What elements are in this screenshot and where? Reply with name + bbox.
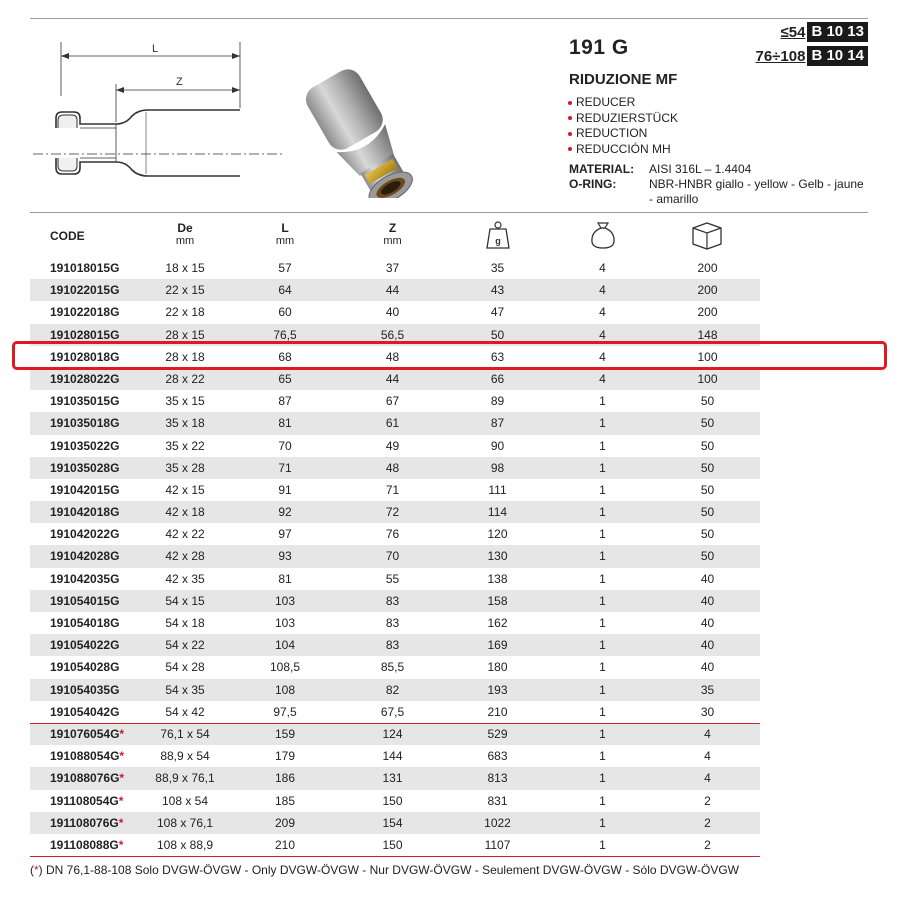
cell-z: 83 [385,616,400,630]
cell-w: 1022 [484,815,511,830]
cell-z: 76 [385,527,400,542]
dvgw-star: * [118,793,124,808]
catalog-badge: B 10 13 [807,22,868,42]
technical-drawing [28,36,288,196]
cell-w: 111 [488,482,507,497]
cell-code: 191035018G [50,416,120,431]
table-row [30,723,760,745]
cell-l: 68 [278,349,292,364]
cell-w: 90 [490,438,505,453]
cell-code: 191028022G [50,371,120,386]
cell-w: 1107 [484,837,511,852]
table-row [30,634,760,656]
table-bottom-rule [30,856,760,857]
catalog-code-row: ≤54 B 10 13 [756,22,869,42]
cell-p1: 1 [599,505,606,520]
cell-z: 82 [385,682,400,697]
cell-p2: 4 [704,726,711,741]
cell-code: 191035015G [50,394,120,409]
header-code: CODE [50,229,85,243]
table-row [30,301,760,323]
cell-w: 169 [487,638,508,653]
cell-p2: 100 [697,371,718,386]
table-row [30,479,760,501]
cell-p2: 50 [700,549,715,564]
cell-l: 71 [278,460,292,475]
cell-w: 98 [490,460,505,475]
table-row [30,656,760,678]
cell-z: 48 [385,349,400,364]
cell-w: 162 [487,616,508,630]
table-header [30,218,760,258]
cell-code: 191028018G [50,349,120,364]
cell-l: 185 [274,793,296,808]
oring-label: O-RING: [569,177,617,191]
cell-l: 103 [274,593,296,608]
cell-z: 72 [385,505,400,520]
cell-l: 57 [278,261,292,275]
cell-de: 54 x 15 [165,593,205,608]
cell-p1: 1 [599,527,606,542]
table-row [30,812,760,834]
cell-p2: 4 [704,749,711,764]
dimension-l-label: L [152,43,159,55]
cell-code: 191035028G [50,460,120,475]
cell-l: 93 [278,549,292,564]
cell-l: 104 [274,638,296,653]
catalog-codes [756,22,869,70]
cell-de: 88,9 x 76,1 [155,771,215,786]
cell-w: 43 [490,283,505,298]
cell-p1: 4 [599,305,606,320]
cell-p2: 100 [697,349,718,364]
cell-z: 144 [382,749,403,764]
cell-p1: 1 [599,394,606,409]
product-photo [286,48,476,198]
cell-p1: 1 [599,460,606,475]
cell-l: 91 [278,482,292,497]
cell-l: 92 [278,505,292,520]
cell-code: 191108088G* [50,837,124,852]
bullet-icon [568,116,572,120]
cell-code: 191054028G [50,660,120,675]
cell-code: 191076054G* [50,726,125,741]
cell-de: 35 x 15 [165,394,205,409]
cell-p2: 40 [700,593,715,608]
cell-l: 76,5 [273,327,297,342]
cell-de: 54 x 22 [165,638,205,653]
product-code: 191 G [569,36,629,59]
cell-p1: 1 [599,815,606,830]
cell-p2: 50 [700,394,715,409]
cell-w: 813 [487,771,508,786]
cell-l: 209 [274,815,296,830]
cell-l: 81 [278,416,292,431]
cell-code: 191042015G [50,482,120,497]
cell-code: 191054015G [50,593,120,608]
cell-p1: 1 [599,638,606,653]
header-de: De mm [175,221,195,247]
oring-value: NBR-HNBR giallo - yellow - Gelb - jaune - amarillo [649,177,864,206]
table-row [30,590,760,612]
table-row [30,279,760,301]
cell-p1: 4 [599,371,606,386]
cell-l: 159 [274,726,296,741]
table-row [30,568,760,590]
cell-p2: 2 [704,815,711,830]
cell-de: 108 x 76,1 [156,815,214,830]
cell-de: 42 x 18 [165,505,205,520]
cell-w: 130 [487,549,508,564]
dvgw-star: * [118,815,124,830]
cell-z: 49 [385,438,400,453]
cell-de: 42 x 15 [165,482,205,497]
dvgw-star: * [119,771,125,786]
cell-w: 114 [487,505,508,520]
cell-p1: 1 [599,482,606,497]
cell-code: 191108054G* [50,793,124,808]
dvgw-star: * [119,726,125,741]
cell-de: 54 x 28 [165,660,205,675]
cell-de: 22 x 18 [165,305,205,320]
cell-code: 191054042G [50,704,120,719]
table-row [30,457,760,479]
cell-de: 35 x 28 [165,460,205,475]
cell-code: 191035022G [50,438,120,453]
cell-de: 76,1 x 54 [160,726,210,741]
bullet-icon [568,132,572,136]
cell-p1: 1 [599,593,606,608]
cell-de: 108 x 88,9 [156,837,214,852]
cell-p2: 50 [700,416,715,431]
cell-w: 831 [487,793,508,808]
cell-l: 103 [274,616,296,630]
translation-item: REDUCTION [566,126,678,142]
section-rule [30,212,868,213]
cell-z: 150 [382,793,403,808]
table-row [30,545,760,567]
weight-g-icon [485,220,511,253]
cell-p2: 2 [704,837,711,852]
cell-p1: 1 [599,837,606,852]
cell-w: 47 [490,305,505,320]
cell-p1: 4 [599,327,606,342]
cell-w: 210 [487,704,508,719]
cell-z: 48 [385,460,400,475]
cell-p1: 1 [599,660,606,675]
cell-w: 180 [487,660,508,675]
cell-p2: 35 [700,682,715,697]
cell-w: 87 [490,416,505,431]
cell-de: 28 x 18 [165,349,205,364]
cell-p2: 40 [700,571,715,586]
cell-w: 35 [490,261,505,275]
cell-l: 87 [278,394,292,409]
cell-p2: 148 [697,327,718,342]
cell-w: 120 [487,527,508,542]
cell-p2: 40 [700,660,715,675]
catalog-badge: B 10 14 [807,46,868,66]
cell-z: 67,5 [380,704,405,719]
material-label: MATERIAL: [569,162,635,176]
table-row [30,745,760,767]
cell-de: 22 x 15 [165,283,205,298]
cell-de: 42 x 35 [165,571,205,586]
cell-z: 124 [382,726,403,741]
cell-w: 138 [487,571,508,586]
cell-z: 44 [385,283,400,298]
cell-p1: 4 [599,261,606,275]
bag-icon [588,220,618,253]
cell-w: 158 [487,593,508,608]
cell-p2: 2 [704,793,711,808]
cell-p2: 50 [700,527,715,542]
translation-item: REDUCCIÓN MH [566,142,678,158]
cell-p1: 4 [599,349,606,364]
table-row [30,257,760,279]
dvgw-star: * [118,837,124,852]
footnote: (*) DN 76,1-88-108 Solo DVGW-ÖVGW - Only DVGW-ÖVGW - Nur DVGW-ÖVGW - Seulement DVGW-ÖVGW - Sólo DVGW-ÖVGW [30,863,739,877]
cell-l: 60 [278,305,292,320]
cell-code: 191018015G [50,261,120,275]
cell-de: 35 x 18 [165,416,205,431]
table-row [30,790,760,812]
bullet-icon [568,147,572,151]
cell-l: 186 [274,771,296,786]
cell-p1: 1 [599,771,606,786]
cell-w: 683 [487,749,508,764]
cell-de: 42 x 28 [165,549,205,564]
cell-de: 54 x 35 [165,682,205,697]
table-row [30,612,760,634]
cell-l: 108,5 [269,660,301,675]
cell-p1: 1 [599,616,606,630]
cell-p2: 50 [700,505,715,520]
cell-z: 83 [385,638,400,653]
cell-de: 28 x 15 [165,327,205,342]
table-row [30,368,760,390]
table-row [30,435,760,457]
translations-list [566,95,678,157]
cell-p1: 1 [599,793,606,808]
cell-l: 210 [274,837,296,852]
cell-z: 131 [382,771,403,786]
cell-p2: 40 [700,616,715,630]
cell-code: 191022018G [50,305,120,320]
cell-code: 191088076G* [50,771,125,786]
cell-z: 154 [382,815,403,830]
cell-code: 191054022G [50,638,120,653]
cell-l: 81 [278,571,292,586]
product-name: RIDUZIONE MF [569,71,678,88]
header-z: Z mm [383,221,402,247]
cell-z: 70 [385,549,400,564]
table-row [30,679,760,701]
dimension-z-label: Z [176,76,183,88]
cell-code: 191088054G* [50,749,125,764]
translation-item: REDUCER [566,95,678,111]
cell-code: 191028015G [50,327,120,342]
cell-p1: 1 [599,704,606,719]
cell-l: 108 [274,682,296,697]
cell-p2: 40 [700,638,715,653]
cell-de: 108 x 54 [161,793,209,808]
table-row [30,834,760,856]
table-row [30,701,760,723]
cell-z: 67 [385,394,400,409]
top-rule [30,18,868,19]
cell-code: 191054035G [50,682,120,697]
cell-l: 97 [278,527,292,542]
cell-p2: 200 [697,305,718,320]
cell-p2: 50 [700,438,715,453]
material-value: AISI 316L – 1.4404 [649,162,752,176]
cell-z: 71 [385,482,400,497]
cell-code: 191054018G [50,616,120,630]
cell-w: 89 [490,394,505,409]
cell-de: 54 x 42 [165,704,205,719]
cell-w: 529 [487,726,508,741]
cell-p1: 1 [599,416,606,431]
cell-l: 64 [278,283,292,298]
table-row [30,501,760,523]
cell-code: 191108076G* [50,815,124,830]
svg-text:g: g [495,236,501,246]
cell-p2: 4 [704,771,711,786]
cell-z: 150 [382,837,403,852]
cell-p1: 1 [599,726,606,741]
cell-w: 50 [490,327,505,342]
cell-p2: 200 [697,283,718,298]
cell-z: 85,5 [380,660,405,675]
cell-z: 83 [385,593,400,608]
dvgw-star: * [119,749,125,764]
cell-p1: 1 [599,571,606,586]
cell-de: 42 x 22 [165,527,205,542]
cell-z: 37 [385,261,400,275]
cell-w: 66 [490,371,505,386]
cell-p1: 1 [599,682,606,697]
header-l: L mm [275,221,295,247]
cell-w: 193 [487,682,508,697]
cell-code: 191042018G [50,505,120,520]
dvgw-separator [30,723,760,724]
cell-l: 70 [278,438,292,453]
catalog-code-row: 76÷108 B 10 14 [756,46,869,66]
cell-z: 44 [385,371,400,386]
cell-p2: 200 [697,261,718,275]
cell-z: 61 [385,416,400,431]
row-highlight [12,341,887,370]
translation-item: REDUZIERSTÜCK [566,111,678,127]
cell-code: 191042022G [50,527,120,542]
cell-l: 179 [274,749,296,764]
cell-p1: 1 [599,549,606,564]
cell-p2: 50 [700,460,715,475]
cell-p1: 1 [599,438,606,453]
cell-z: 55 [385,571,400,586]
cell-de: 18 x 15 [165,261,205,275]
cell-de: 28 x 22 [165,371,205,386]
cell-de: 35 x 22 [165,438,205,453]
box-icon [690,220,724,253]
cell-p2: 30 [700,704,715,719]
cell-p1: 4 [599,283,606,298]
table-row [30,390,760,412]
cell-l: 97,5 [273,704,297,719]
table-row [30,412,760,434]
cell-de: 54 x 18 [165,616,205,630]
cell-z: 56,5 [380,327,405,342]
cell-code: 191022015G [50,283,120,298]
cell-code: 191042035G [50,571,120,586]
cell-p2: 50 [700,482,715,497]
cell-w: 63 [490,349,505,364]
cell-l: 65 [278,371,292,386]
bullet-icon [568,101,572,105]
cell-de: 88,9 x 54 [160,749,210,764]
table-row [30,767,760,789]
cell-p1: 1 [599,749,606,764]
cell-z: 40 [385,305,400,320]
cell-code: 191042028G [50,549,120,564]
table-row [30,523,760,545]
